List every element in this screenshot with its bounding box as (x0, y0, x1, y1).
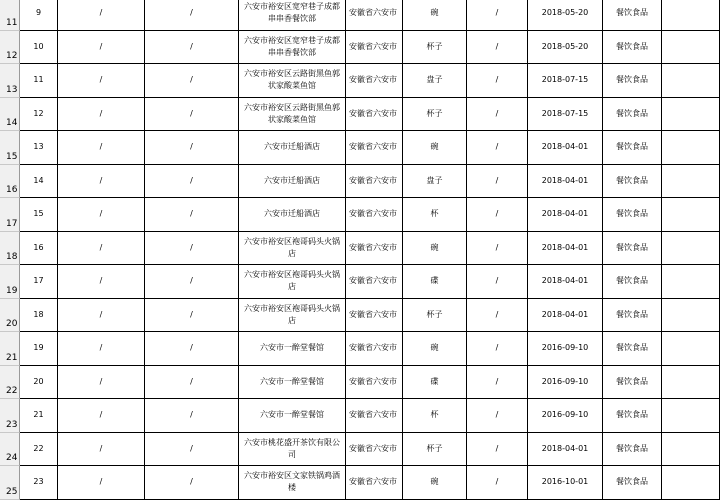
col-h-cell[interactable]: / (467, 433, 528, 467)
col-c-cell[interactable]: / (145, 0, 239, 31)
table-row (0, 399, 720, 433)
unit-name-cell[interactable]: 六安市裕安区宽窄巷子成都串串香餐饮部 (239, 31, 346, 65)
row-number: 11 (6, 17, 18, 28)
unit-name-cell[interactable]: 六安市一醉堂餐馆 (239, 366, 346, 400)
col-b-cell[interactable]: / (58, 98, 145, 132)
table-row (0, 198, 720, 232)
category-cell[interactable]: 餐饮食品 (603, 64, 662, 98)
date-cell[interactable]: 2016-10-01 (528, 466, 603, 500)
category-cell[interactable]: 餐饮食品 (603, 299, 662, 333)
date-cell[interactable]: 2018-04-01 (528, 198, 603, 232)
col-c-cell[interactable]: / (145, 31, 239, 65)
row-number: 20 (6, 319, 18, 329)
location-cell[interactable]: 安徽省六安市 (346, 31, 403, 65)
category-cell[interactable]: 餐饮食品 (603, 165, 662, 199)
table-row (0, 433, 720, 467)
col-c-cell[interactable]: / (145, 165, 239, 199)
unit-name-cell[interactable]: 六安市裕安区袍哥码头火锅店 (239, 299, 346, 333)
table-row (0, 98, 720, 132)
location-cell[interactable]: 安徽省六安市 (346, 433, 403, 467)
col-h-cell[interactable]: / (467, 366, 528, 400)
unit-name-cell[interactable]: 六安市裕安区云路街黑鱼郭状家酸菜鱼馆 (239, 64, 346, 98)
col-b-cell[interactable]: / (58, 433, 145, 467)
row-header[interactable] (0, 198, 20, 232)
seq-cell[interactable]: 17 (20, 265, 58, 299)
sample-name-cell[interactable]: 碗 (403, 131, 467, 165)
category-cell[interactable]: 餐饮食品 (603, 198, 662, 232)
table-row (0, 31, 720, 65)
sample-name-cell[interactable]: 杯 (403, 198, 467, 232)
seq-cell[interactable]: 18 (20, 299, 58, 333)
category-cell[interactable]: 餐饮食品 (603, 466, 662, 500)
row-header[interactable] (0, 98, 20, 132)
col-c-cell[interactable]: / (145, 98, 239, 132)
row-header[interactable] (0, 433, 20, 467)
extra-cell[interactable] (662, 0, 720, 31)
sample-name-cell[interactable]: 碗 (403, 466, 467, 500)
seq-cell[interactable]: 11 (20, 64, 58, 98)
sample-name-cell[interactable]: 杯子 (403, 31, 467, 65)
location-cell[interactable]: 安徽省六安市 (346, 299, 403, 333)
location-cell[interactable]: 安徽省六安市 (346, 64, 403, 98)
col-b-cell[interactable]: / (58, 0, 145, 31)
location-cell[interactable]: 安徽省六安市 (346, 466, 403, 500)
extra-cell[interactable] (662, 299, 720, 333)
sample-name-cell[interactable]: 杯子 (403, 433, 467, 467)
row-header[interactable] (0, 31, 20, 65)
col-c-cell[interactable]: / (145, 131, 239, 165)
location-cell[interactable]: 安徽省六安市 (346, 0, 403, 31)
unit-name-cell[interactable]: 六安市迁船酒店 (239, 131, 346, 165)
seq-cell[interactable]: 15 (20, 198, 58, 232)
row-header[interactable] (0, 332, 20, 366)
col-c-cell[interactable]: / (145, 466, 239, 500)
row-number: 16 (6, 185, 18, 195)
col-c-cell[interactable]: / (145, 332, 239, 366)
date-cell[interactable]: 2018-04-01 (528, 433, 603, 467)
col-b-cell[interactable]: / (58, 232, 145, 266)
col-b-cell[interactable]: / (58, 265, 145, 299)
sample-name-cell[interactable]: 杯子 (403, 299, 467, 333)
table-row (0, 265, 720, 299)
col-b-cell[interactable]: / (58, 299, 145, 333)
col-c-cell[interactable]: / (145, 265, 239, 299)
unit-name-cell[interactable]: 六安市迁船酒店 (239, 198, 346, 232)
unit-name-cell[interactable]: 六安市裕安区袍哥码头火锅店 (239, 265, 346, 299)
row-number: 17 (6, 218, 18, 229)
category-cell[interactable]: 餐饮食品 (603, 332, 662, 366)
col-b-cell[interactable]: / (58, 31, 145, 65)
seq-cell[interactable]: 9 (20, 0, 58, 31)
row-number: 15 (6, 151, 18, 162)
sample-name-cell[interactable]: 碗 (403, 0, 467, 31)
row-header[interactable] (0, 366, 20, 400)
seq-cell[interactable]: 21 (20, 399, 58, 433)
sample-name-cell[interactable]: 碗 (403, 332, 467, 366)
location-cell[interactable]: 安徽省六安市 (346, 366, 403, 400)
extra-cell[interactable] (662, 31, 720, 65)
category-cell[interactable]: 餐饮食品 (603, 232, 662, 266)
extra-cell[interactable] (662, 433, 720, 467)
unit-name-cell[interactable]: 六安市裕安区云路街黑鱼郭状家酸菜鱼馆 (239, 98, 346, 132)
seq-cell[interactable]: 20 (20, 366, 58, 400)
date-cell[interactable]: 2018-04-01 (528, 232, 603, 266)
category-cell[interactable]: 餐饮食品 (603, 131, 662, 165)
date-cell[interactable]: 2018-04-01 (528, 299, 603, 333)
extra-cell[interactable] (662, 131, 720, 165)
location-cell[interactable]: 安徽省六安市 (346, 98, 403, 132)
location-cell[interactable]: 安徽省六安市 (346, 399, 403, 433)
extra-cell[interactable] (662, 366, 720, 400)
date-cell[interactable]: 2016-09-10 (528, 399, 603, 433)
extra-cell[interactable] (662, 165, 720, 199)
col-b-cell[interactable]: / (58, 399, 145, 433)
row-number: 24 (6, 453, 18, 463)
seq-cell[interactable]: 10 (20, 31, 58, 65)
extra-cell[interactable] (662, 399, 720, 433)
extra-cell[interactable] (662, 232, 720, 266)
location-cell[interactable]: 安徽省六安市 (346, 165, 403, 199)
row-header[interactable] (0, 232, 20, 266)
row-header[interactable] (0, 265, 20, 299)
seq-cell[interactable]: 16 (20, 232, 58, 266)
extra-cell[interactable] (662, 265, 720, 299)
table-row (0, 466, 720, 500)
unit-name-cell[interactable]: 六安市一醉堂餐馆 (239, 399, 346, 433)
date-cell[interactable]: 2018-07-15 (528, 98, 603, 132)
col-b-cell[interactable]: / (58, 64, 145, 98)
sample-name-cell[interactable]: 碟 (403, 265, 467, 299)
col-h-cell[interactable]: / (467, 399, 528, 433)
date-cell[interactable]: 2018-07-15 (528, 64, 603, 98)
seq-cell[interactable]: 23 (20, 466, 58, 500)
table-row (0, 232, 720, 266)
extra-cell[interactable] (662, 64, 720, 98)
unit-name-cell[interactable]: 六安市一醉堂餐馆 (239, 332, 346, 366)
col-c-cell[interactable]: / (145, 366, 239, 400)
table-row (0, 299, 720, 333)
extra-cell[interactable] (662, 332, 720, 366)
col-h-cell[interactable]: / (467, 165, 528, 199)
col-h-cell[interactable]: / (467, 198, 528, 232)
row-header[interactable] (0, 165, 20, 199)
seq-cell[interactable]: 12 (20, 98, 58, 132)
table-row (0, 131, 720, 165)
location-cell[interactable]: 安徽省六安市 (346, 332, 403, 366)
extra-cell[interactable] (662, 198, 720, 232)
location-cell[interactable]: 安徽省六安市 (346, 232, 403, 266)
row-number: 18 (6, 252, 18, 262)
seq-cell[interactable]: 19 (20, 332, 58, 366)
table-row (0, 332, 720, 366)
table-row (0, 0, 720, 31)
col-c-cell[interactable]: / (145, 399, 239, 433)
table-row (0, 165, 720, 199)
row-number: 13 (6, 84, 18, 95)
category-cell[interactable]: 餐饮食品 (603, 433, 662, 467)
category-cell[interactable]: 餐饮食品 (603, 265, 662, 299)
row-number: 14 (6, 118, 18, 128)
extra-cell[interactable] (662, 466, 720, 500)
seq-cell[interactable]: 13 (20, 131, 58, 165)
col-h-cell[interactable]: / (467, 131, 528, 165)
sample-name-cell[interactable]: 杯 (403, 399, 467, 433)
col-c-cell[interactable]: / (145, 198, 239, 232)
col-h-cell[interactable]: / (467, 0, 528, 31)
date-cell[interactable]: 2018-04-01 (528, 131, 603, 165)
sample-name-cell[interactable]: 碗 (403, 232, 467, 266)
col-h-cell[interactable]: / (467, 466, 528, 500)
date-cell[interactable]: 2018-05-20 (528, 0, 603, 31)
row-header[interactable] (0, 0, 20, 31)
col-b-cell[interactable]: / (58, 332, 145, 366)
col-h-cell[interactable]: / (467, 98, 528, 132)
category-cell[interactable]: 餐饮食品 (603, 366, 662, 400)
row-number: 22 (6, 386, 18, 396)
sample-name-cell[interactable]: 盘子 (403, 165, 467, 199)
sample-name-cell[interactable]: 碟 (403, 366, 467, 400)
seq-cell[interactable]: 14 (20, 165, 58, 199)
row-number: 12 (6, 51, 18, 61)
col-h-cell[interactable]: / (467, 332, 528, 366)
row-header[interactable] (0, 399, 20, 433)
col-b-cell[interactable]: / (58, 165, 145, 199)
unit-name-cell[interactable]: 六安市迁船酒店 (239, 165, 346, 199)
col-b-cell[interactable]: / (58, 198, 145, 232)
category-cell[interactable]: 餐饮食品 (603, 399, 662, 433)
unit-name-cell[interactable]: 六安市桃花盛开茶饮有限公司 (239, 433, 346, 467)
category-cell[interactable]: 餐饮食品 (603, 98, 662, 132)
date-cell[interactable]: 2018-05-20 (528, 31, 603, 65)
location-cell[interactable]: 安徽省六安市 (346, 265, 403, 299)
category-cell[interactable]: 餐饮食品 (603, 0, 662, 31)
col-b-cell[interactable]: / (58, 466, 145, 500)
date-cell[interactable]: 2016-09-10 (528, 366, 603, 400)
row-header[interactable] (0, 299, 20, 333)
date-cell[interactable]: 2016-09-10 (528, 332, 603, 366)
date-cell[interactable]: 2018-04-01 (528, 265, 603, 299)
col-b-cell[interactable]: / (58, 131, 145, 165)
date-cell[interactable]: 2018-04-01 (528, 165, 603, 199)
seq-cell[interactable]: 22 (20, 433, 58, 467)
table-row (0, 64, 720, 98)
col-b-cell[interactable]: / (58, 366, 145, 400)
col-c-cell[interactable]: / (145, 232, 239, 266)
col-c-cell[interactable]: / (145, 433, 239, 467)
col-h-cell[interactable]: / (467, 31, 528, 65)
extra-cell[interactable] (662, 98, 720, 132)
row-number: 19 (6, 285, 18, 296)
table-row (0, 366, 720, 400)
unit-name-cell[interactable]: 六安市裕安区袍哥码头火锅店 (239, 232, 346, 266)
row-header[interactable] (0, 131, 20, 165)
sample-name-cell[interactable]: 盘子 (403, 64, 467, 98)
col-h-cell[interactable]: / (467, 299, 528, 333)
row-number: 25 (6, 486, 18, 497)
col-h-cell[interactable]: / (467, 232, 528, 266)
col-c-cell[interactable]: / (145, 64, 239, 98)
row-header[interactable] (0, 466, 20, 500)
row-number: 21 (6, 352, 18, 363)
sample-name-cell[interactable]: 杯子 (403, 98, 467, 132)
unit-name-cell[interactable]: 六安市裕安区文家铁锅鸡酒楼 (239, 466, 346, 500)
unit-name-cell[interactable]: 六安市裕安区宽窄巷子成都串串香餐饮部 (239, 0, 346, 31)
row-header[interactable] (0, 64, 20, 98)
category-cell[interactable]: 餐饮食品 (603, 31, 662, 65)
col-c-cell[interactable]: / (145, 299, 239, 333)
location-cell[interactable]: 安徽省六安市 (346, 131, 403, 165)
row-number: 23 (6, 419, 18, 430)
col-h-cell[interactable]: / (467, 64, 528, 98)
location-cell[interactable]: 安徽省六安市 (346, 198, 403, 232)
col-h-cell[interactable]: / (467, 265, 528, 299)
